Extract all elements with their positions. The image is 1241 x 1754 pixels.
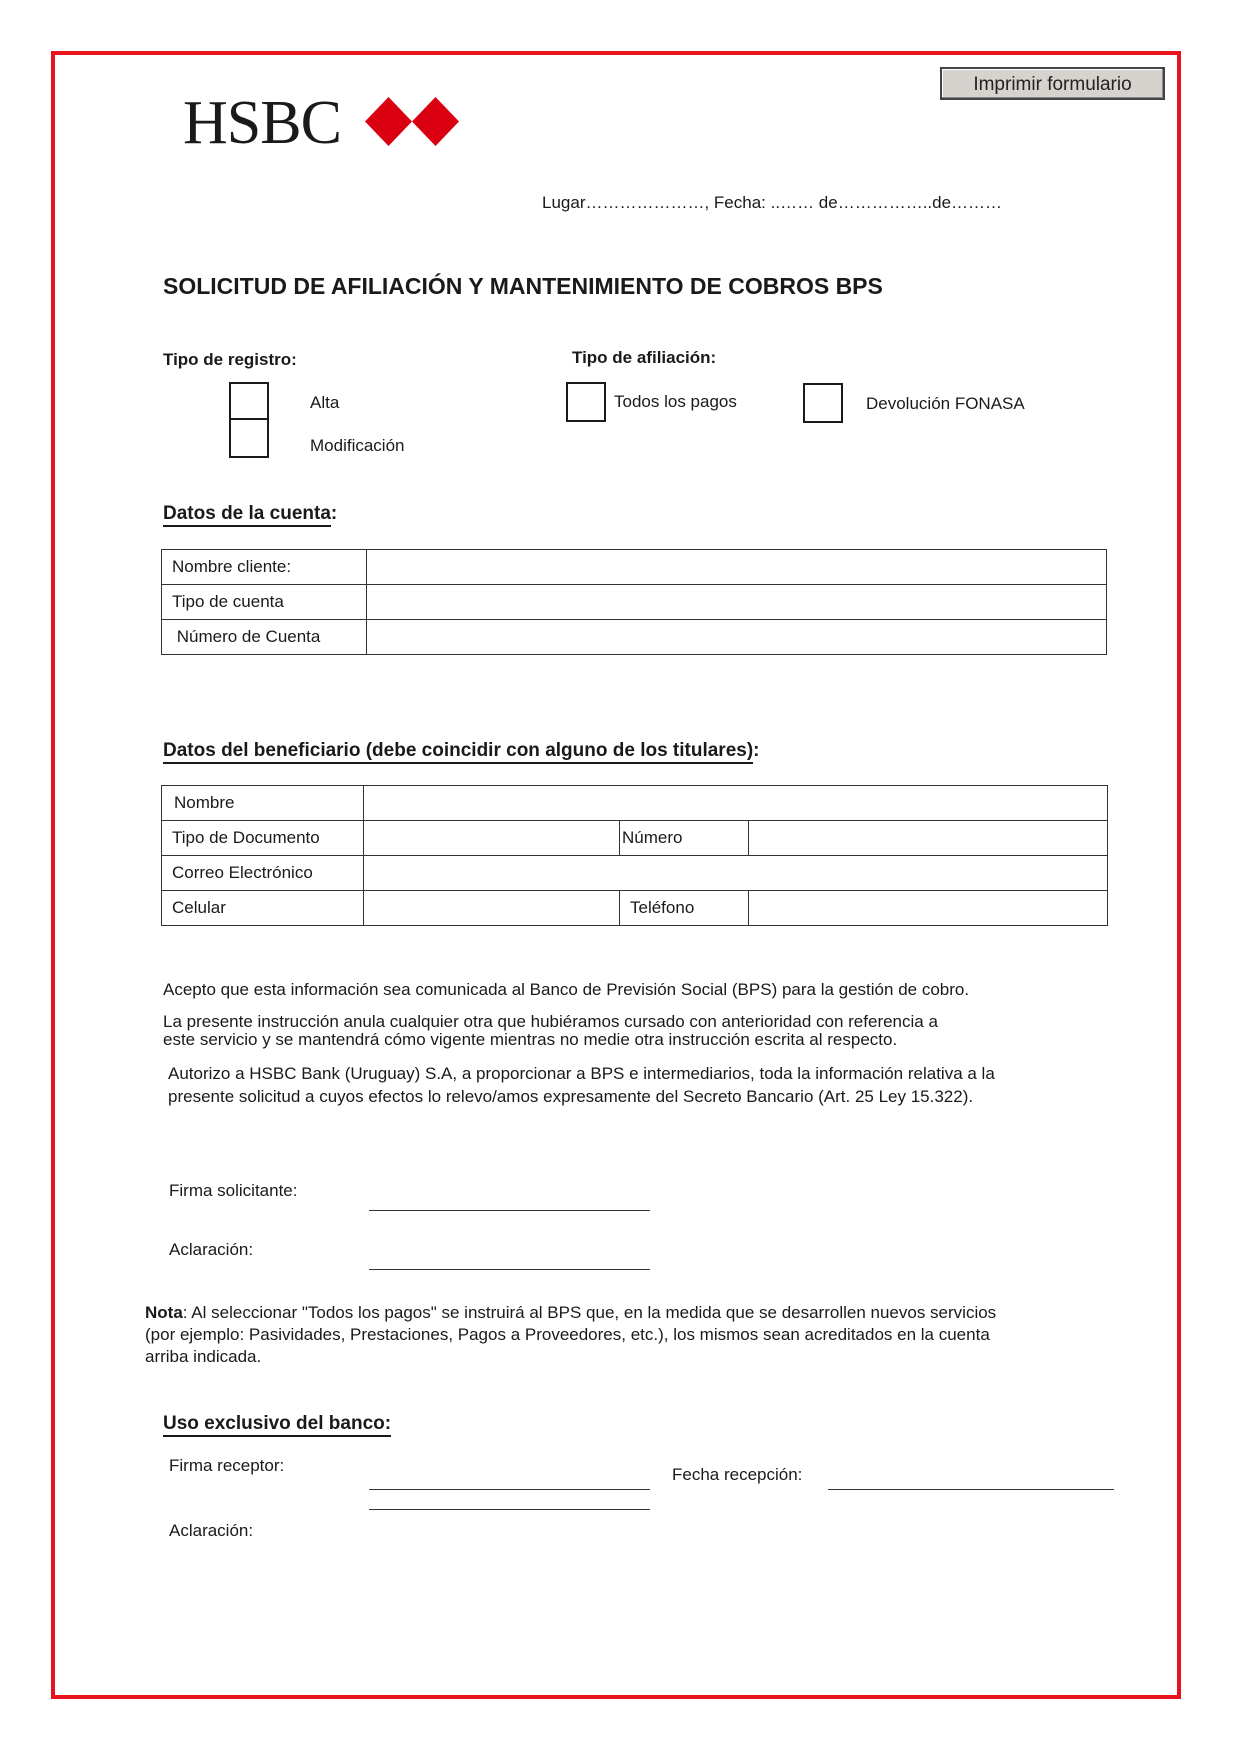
nombre-cliente-input[interactable] [367,550,1107,585]
firma-receptor-line[interactable] [369,1489,650,1490]
beneficiario-heading-colon: : [753,740,760,761]
cuenta-table [161,549,1107,655]
note-text1: : Al seleccionar "Todos los pagos" se instruirá al BPS que, en la medida que se desarrollen nuevos servicios [182,1303,997,1322]
afiliacion-label: Tipo de afiliación: [572,348,717,367]
authorization-text-line1: Autorizo a HSBC Bank (Uruguay) S.A, a proporcionar a BPS e intermediarios, toda la información relativa a la [168,1064,995,1083]
numero-input[interactable] [749,821,1108,856]
aclaracion-receptor-line[interactable] [369,1509,650,1510]
table-row [162,856,1108,891]
table-row [162,891,1108,926]
telefono-label: Teléfono [620,891,749,926]
nombre-label: Nombre [162,786,364,821]
tipo-documento-input[interactable] [364,821,620,856]
alta-checkbox[interactable] [229,382,269,420]
note-block [145,1302,996,1368]
table-row [162,786,1108,821]
hsbc-hexagon-icon [365,97,459,146]
tipo-cuenta-label: Tipo de cuenta [162,585,367,620]
registro-label: Tipo de registro: [163,350,297,369]
annul-text-line2: este servicio y se mantendrá cómo vigente mientras no medie otra instrucción escrita al respecto. [163,1030,898,1049]
numero-cuenta-label: Número de Cuenta [162,620,367,655]
celular-label: Celular [162,891,364,926]
table-row [162,585,1107,620]
firma-solicitante-label: Firma solicitante: [169,1181,298,1200]
banco-heading [163,1413,391,1435]
devolucion-fonasa-checkbox[interactable] [803,383,843,423]
consent-text: Acepto que esta información sea comunicada al Banco de Previsión Social (BPS) para la gestión de cobro. [163,980,970,999]
nombre-input[interactable] [364,786,1108,821]
firma-solicitante-line[interactable] [369,1210,650,1211]
modificacion-checkbox[interactable] [229,418,269,458]
aclaracion-line[interactable] [369,1269,650,1270]
correo-label: Correo Electrónico [162,856,364,891]
todos-los-pagos-checkbox[interactable] [566,382,606,422]
fecha-recepcion-label: Fecha recepción: [672,1465,803,1484]
aclaracion-label: Aclaración: [169,1240,254,1259]
hsbc-logo-text: HSBC [183,89,341,157]
telefono-input[interactable] [749,891,1108,926]
note-line2: (por ejemplo: Pasividades, Prestaciones, Pagos a Proveedores, etc.), los mismos sean acreditados en la cuenta [145,1325,990,1344]
numero-cuenta-input[interactable] [367,620,1107,655]
correo-input[interactable] [364,856,1108,891]
beneficiario-table [161,785,1108,926]
place-date-line: Lugar…………………, Fecha: ..…… de……………..de……… [542,193,1003,212]
devolucion-fonasa-label: Devolución FONASA [866,394,1025,413]
cuenta-heading [163,503,337,525]
print-form-button[interactable]: Imprimir formulario [940,67,1165,100]
authorization-text-line2: presente solicitud a cuyos efectos lo relevo/amos expresamente del Secreto Bancario (Art. 25 Ley 15.322). [168,1087,974,1106]
beneficiario-heading-text: Datos del beneficiario (debe coincidir con alguno de los titulares) [163,740,753,764]
table-row [162,620,1107,655]
annul-text-line1: La presente instrucción anula cualquier otra que hubiéramos cursado con anterioridad con referencia a [163,1012,938,1031]
celular-input[interactable] [364,891,620,926]
tipo-documento-label: Tipo de Documento [162,821,364,856]
table-row [162,550,1107,585]
numero-label: Número [620,821,749,856]
todos-los-pagos-label: Todos los pagos [614,392,737,411]
cuenta-heading-colon: : [330,503,338,524]
nombre-cliente-label: Nombre cliente: [162,550,367,585]
note-bold: Nota [145,1303,183,1322]
alta-label: Alta [310,393,340,412]
aclaracion-receptor-label: Aclaración: [169,1521,254,1540]
banco-heading-text: Uso exclusivo del banco: [163,1413,391,1437]
modificacion-label: Modificación [310,436,405,455]
table-row [162,821,1108,856]
tipo-cuenta-input[interactable] [367,585,1107,620]
cuenta-heading-text: Datos de la cuenta [163,503,331,527]
note-line3: arriba indicada. [145,1347,262,1366]
beneficiario-heading [163,740,760,762]
note-line1 [145,1302,996,1324]
firma-receptor-label: Firma receptor: [169,1456,285,1475]
fecha-recepcion-line[interactable] [828,1489,1114,1490]
form-title: SOLICITUD DE AFILIACIÓN Y MANTENIMIENTO DE COBROS BPS [163,273,883,299]
